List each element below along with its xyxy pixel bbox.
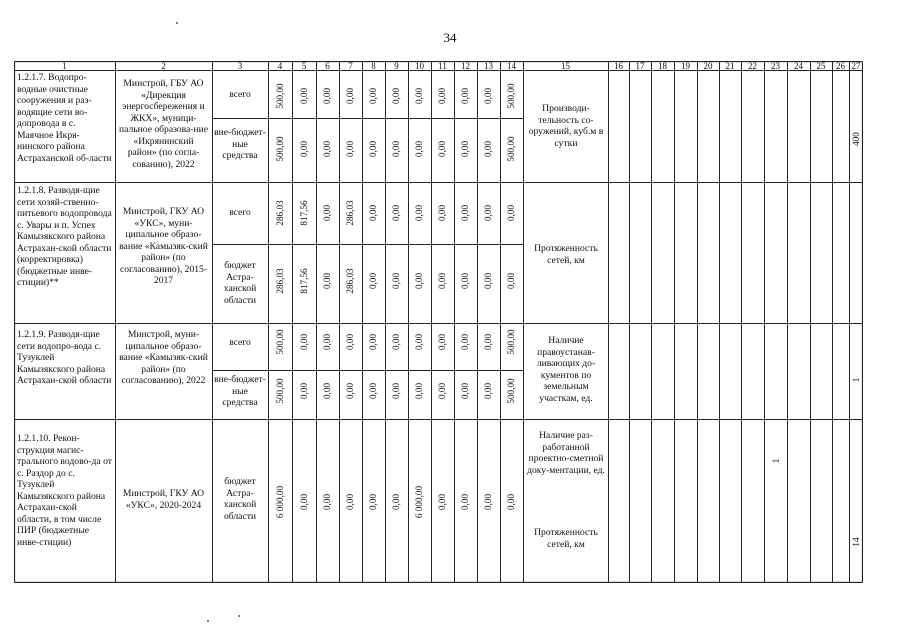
- value-cell: 0,00: [414, 272, 424, 290]
- header-col-11: 11: [438, 61, 447, 71]
- value-cell: 0,00: [460, 493, 470, 511]
- row-3-source-total: всего: [229, 337, 251, 348]
- value-cell: 286,03: [345, 200, 355, 226]
- value-cell: 500,00: [275, 136, 285, 162]
- value-cell: 0,00: [299, 493, 309, 511]
- value-cell: 0,00: [322, 333, 332, 351]
- row-4-item: 1.2.1.10. Рекон-струкция магис-трального водово-да от с. Раздор до с. Тузуклей Камызякского района Астрахан-ской области, в том числе ПИР (бюджетные инве-стиции): [17, 433, 112, 548]
- value-cell: 0,00: [345, 87, 355, 105]
- value-cell: 286,03: [345, 268, 355, 294]
- value-cell: 6 000,00: [275, 485, 285, 519]
- row-4-indicator-length: Протяженность сетей, км: [534, 527, 598, 550]
- header-col-12: 12: [461, 61, 470, 71]
- header-col-14: 14: [507, 61, 516, 71]
- value-cell: 0,00: [391, 382, 401, 400]
- value-cell: 0,00: [483, 140, 493, 158]
- value-cell: 0,00: [414, 87, 424, 105]
- value-cell: 0,00: [437, 493, 447, 511]
- value-cell: 0,00: [368, 272, 378, 290]
- value-cell: 0,00: [414, 204, 424, 222]
- value-cell: 0,00: [460, 272, 470, 290]
- header-col-3: 3: [237, 61, 243, 71]
- value-cell: 0,00: [391, 140, 401, 158]
- value-cell: 0,00: [345, 333, 355, 351]
- value-cell: 286,03: [275, 268, 285, 294]
- header-col-21: 21: [725, 61, 735, 71]
- value-cell: 0,00: [299, 333, 309, 351]
- header-col-24: 24: [794, 61, 803, 71]
- value-cell: 0,00: [483, 87, 493, 105]
- row-1-indicator: Производи-тельность со-оружений, куб.м в сутки: [528, 103, 604, 149]
- value-cell: 500,00: [506, 136, 516, 162]
- value-cell: 500,00: [275, 83, 285, 109]
- value-cell: 0,00: [460, 140, 470, 158]
- value-cell: 500,00: [506, 378, 516, 404]
- value-cell: 0,00: [483, 204, 493, 222]
- value-cell: 0,00: [322, 272, 332, 290]
- value-cell: 0,00: [345, 382, 355, 400]
- header-col-16: 16: [614, 61, 623, 71]
- value-cell: 0,00: [437, 87, 447, 105]
- financing-table: [14, 61, 863, 583]
- value-cell: 0,00: [391, 204, 401, 222]
- row-1-source-total: всего: [229, 89, 251, 100]
- header-col-27: 27: [851, 61, 861, 71]
- header-col-8: 8: [371, 61, 376, 71]
- value-cell: 0,00: [414, 382, 424, 400]
- value-cell: 0,00: [368, 333, 378, 351]
- row-2-source-total: всего: [229, 207, 251, 218]
- value-cell: 0,00: [483, 493, 493, 511]
- row-1-source-offbudget: вне-бюджет-ные средства: [214, 127, 266, 161]
- header-col-15: 15: [561, 61, 570, 71]
- value-cell: 0,00: [368, 87, 378, 105]
- value-cell: 817,56: [299, 268, 309, 294]
- row-3-col27-value: 1: [851, 377, 861, 383]
- row-4-source-regional: бюджет Астра-ханской области: [223, 476, 257, 522]
- value-cell: 286,03: [275, 200, 285, 226]
- row-2-source-regional: бюджет Астра-ханской области: [223, 260, 257, 306]
- value-cell: 0,00: [391, 87, 401, 105]
- value-cell: 0,00: [299, 382, 309, 400]
- value-cell: 0,00: [483, 272, 493, 290]
- row-3-item: 1.2.1.9. Разводя-щие сети водопро-вода с. Тузуклей Камызякского района Астрахан-ской области: [17, 329, 112, 386]
- value-cell: 500,00: [506, 329, 516, 355]
- row-3-indicator: Наличие правоустанав-ливающих до-кументов по земельным участкам, ед.: [536, 335, 596, 404]
- value-cell: 0,00: [437, 382, 447, 400]
- value-cell: 0,00: [414, 333, 424, 351]
- value-cell: 0,00: [368, 204, 378, 222]
- value-cell: 0,00: [322, 204, 332, 222]
- value-cell: 0,00: [391, 333, 401, 351]
- value-cell: 0,00: [506, 493, 516, 511]
- value-cell: 0,00: [483, 382, 493, 400]
- row-4-executor: Минстрой, ГКУ АО «УКС», 2020-2024: [122, 488, 205, 511]
- header-col-18: 18: [658, 61, 667, 71]
- value-cell: 0,00: [368, 140, 378, 158]
- header-col-2: 2: [161, 61, 166, 71]
- value-cell: 0,00: [322, 140, 332, 158]
- value-cell: 0,00: [437, 272, 447, 290]
- value-cell: 0,00: [506, 204, 516, 222]
- header-col-10: 10: [415, 61, 424, 71]
- value-cell: 0,00: [322, 382, 332, 400]
- value-cell: 0,00: [460, 87, 470, 105]
- value-cell: 6 000,00: [414, 485, 424, 519]
- header-col-7: 7: [348, 61, 353, 71]
- value-cell: 500,00: [506, 83, 516, 109]
- scan-speck: [238, 615, 240, 617]
- value-cell: 0,00: [299, 140, 309, 158]
- value-cell: 0,00: [460, 333, 470, 351]
- value-cell: 0,00: [483, 333, 493, 351]
- value-cell: 0,00: [460, 204, 470, 222]
- value-cell: 500,00: [275, 329, 285, 355]
- row-2-item: 1.2.1.8. Разводя-щие сети хозяй-ственно-питьевого водопровода с. Увары и п. Успех Камызякского района Астрахан-ской области (корректировка) (бюджетные инве-стиции)**: [17, 185, 112, 288]
- row-4-col23-value: 1: [771, 458, 781, 464]
- row-2-indicator: Протяженность сетей, км: [534, 243, 598, 266]
- value-cell: 0,00: [345, 493, 355, 511]
- header-col-1: 1: [62, 61, 67, 71]
- value-cell: 0,00: [391, 493, 401, 511]
- header-col-4: 4: [277, 61, 283, 71]
- header-col-20: 20: [703, 61, 713, 71]
- row-1-item: 1.2.1.7. Водопро-водные очистные сооружения и раз-водящие сети во-допровода в с. Маячное Икря-нинского района Астраханской об-ласти: [17, 72, 112, 164]
- row-2-executor: Минстрой, ГКУ АО «УКС», муни-ципальное образо-вание «Камызяк-ский район» (по согласованию), 2015-2017: [119, 206, 208, 286]
- row-4-col27-value: 14: [851, 537, 861, 547]
- header-col-25: 25: [816, 61, 826, 71]
- value-cell: 0,00: [414, 140, 424, 158]
- value-cell: 0,00: [345, 140, 355, 158]
- value-cell: 0,00: [368, 382, 378, 400]
- value-cell: 0,00: [299, 87, 309, 105]
- header-col-17: 17: [635, 61, 645, 71]
- header-col-22: 22: [748, 61, 757, 71]
- value-cell: 817,56: [299, 200, 309, 226]
- header-col-26: 26: [836, 61, 845, 71]
- value-cell: 0,00: [437, 333, 447, 351]
- value-cell: 0,00: [322, 493, 332, 511]
- header-col-6: 6: [325, 61, 330, 71]
- value-cell: 0,00: [437, 140, 447, 158]
- value-cell: 0,00: [322, 87, 332, 105]
- header-col-23: 23: [771, 61, 780, 71]
- row-3-executor: Минстрой, муни-ципальное образо-вание «Камызяк-ский район» (по согласованию), 2022: [119, 329, 208, 386]
- value-cell: 0,00: [506, 272, 516, 290]
- scan-speck: [207, 620, 209, 622]
- row-4-indicator-psd: Наличие раз-работанной проектно-сметной доку-ментации, ед.: [527, 430, 605, 476]
- header-col-9: 9: [394, 61, 399, 71]
- header-col-19: 19: [681, 61, 690, 71]
- row-1-col27-value: 400: [851, 132, 861, 146]
- page-number: 34: [443, 30, 457, 45]
- scan-speck: [176, 22, 178, 24]
- header-col-13: 13: [484, 61, 493, 71]
- value-cell: 0,00: [368, 493, 378, 511]
- value-cell: 0,00: [437, 204, 447, 222]
- value-cell: 0,00: [391, 272, 401, 290]
- value-cell: 500,00: [275, 378, 285, 404]
- header-col-5: 5: [301, 61, 307, 71]
- row-1-executor: Минстрой, ГБУ АО «Дирекция энергосбережения и ЖКХ», муници-пальное образова-ние «Икрянинский район» (по согла-сованию), 2022: [119, 78, 208, 170]
- value-cell: 0,00: [460, 382, 470, 400]
- row-3-source-offbudget: вне-бюджет-ные средства: [214, 374, 266, 408]
